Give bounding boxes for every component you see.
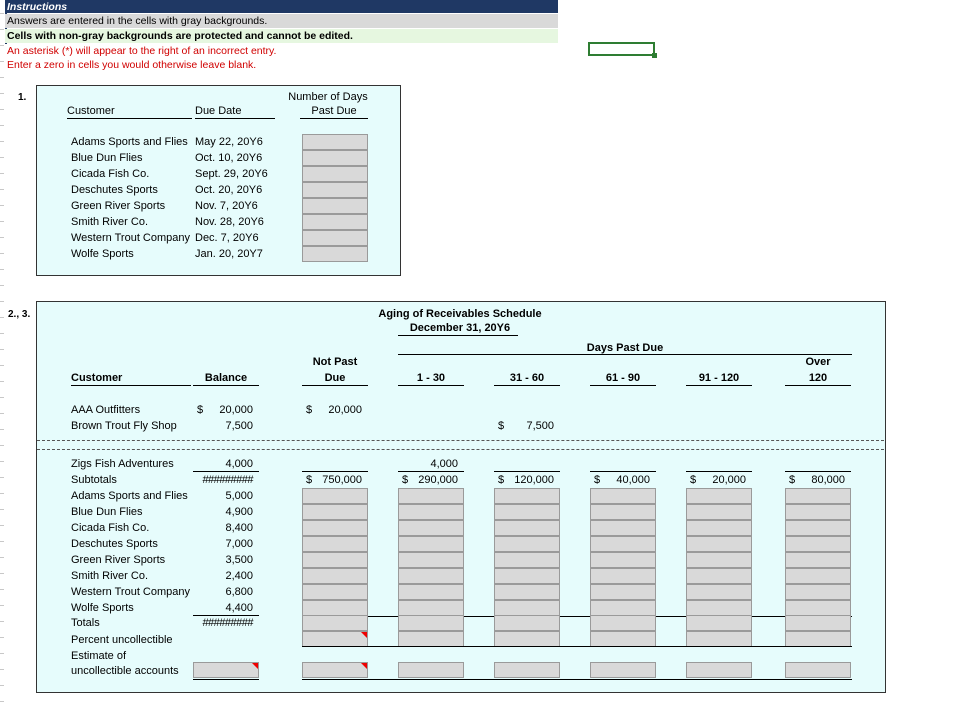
aging-c61_90-input[interactable]: [590, 600, 656, 616]
subtotal-c61_90: 40,000: [616, 474, 650, 486]
percent-not_past-input[interactable]: [302, 631, 368, 647]
aging-c31_60-input[interactable]: [494, 552, 560, 568]
aging-not_past-input[interactable]: [302, 584, 368, 600]
part1-due-date: May 22, 20Y6: [195, 136, 263, 148]
aging-balance: 5,000: [225, 490, 253, 502]
days-past-due-header: Days Past Due: [586, 342, 664, 354]
percent-c61_90-input[interactable]: [590, 631, 656, 647]
incorrect-entry-marker: [361, 663, 367, 669]
aging-not_past-input[interactable]: [302, 504, 368, 520]
aging-customer: Blue Dun Flies: [71, 506, 143, 518]
aging-c31_60-header: 31 - 60: [494, 372, 560, 386]
aging-title: Aging of Receivables Schedule: [378, 308, 542, 320]
instruction-line-1: Answers are entered in the cells with gray backgrounds.: [5, 14, 558, 28]
aging-not_past-input[interactable]: [302, 568, 368, 584]
estimate-label-2: uncollectible accounts: [71, 665, 179, 677]
subtotals-balance: #########: [202, 474, 253, 486]
aging-c61_90-input[interactable]: [590, 504, 656, 520]
aging-c31_60-input[interactable]: [494, 520, 560, 536]
aging-c31_60-value-dollar: $: [498, 420, 505, 432]
totals-c91_120-input[interactable]: [686, 615, 752, 631]
aging-over_120-input[interactable]: [785, 488, 851, 504]
totals-c61_90-input[interactable]: [590, 615, 656, 631]
aging-c31_60-input[interactable]: [494, 536, 560, 552]
aging-not_past-input[interactable]: [302, 520, 368, 536]
aging-balance: 2,400: [225, 570, 253, 582]
part1-customer: Deschutes Sports: [71, 184, 158, 196]
zigs-col-underline: [302, 471, 368, 472]
part1-customer: Blue Dun Flies: [71, 152, 143, 164]
aging-customer: Wolfe Sports: [71, 602, 134, 614]
subtitle-underline: [398, 335, 518, 336]
aging-balance: 20,000: [219, 404, 253, 416]
not-past-header-1: Not Past: [312, 356, 358, 368]
aging-c91_120-input[interactable]: [686, 584, 752, 600]
estimate-c1_30-input[interactable]: [398, 662, 464, 678]
subtotals-label: Subtotals: [71, 474, 117, 486]
selected-cell[interactable]: [588, 42, 655, 56]
instruction-line-3: An asterisk (*) will appear to the right of an incorrect entry.: [5, 44, 558, 58]
aging-c61_90-input[interactable]: [590, 584, 656, 600]
aging-customer: Smith River Co.: [71, 570, 149, 582]
part1-customer: Western Trout Company: [71, 232, 191, 244]
aging-not_past-value-dollar: $: [306, 404, 313, 416]
aging-balance: 8,400: [225, 522, 253, 534]
aging-not_past-input[interactable]: [302, 536, 368, 552]
aging-over_120-input[interactable]: [785, 584, 851, 600]
aging-c61_90-input[interactable]: [590, 536, 656, 552]
subtotal-not_past: 750,000: [322, 474, 362, 486]
aging-c1_30-input[interactable]: [398, 488, 464, 504]
subtotal-c61_90-dollar: $: [594, 474, 601, 486]
aging-over_120-header: 120: [785, 372, 851, 386]
aging-not_past-input[interactable]: [302, 552, 368, 568]
aging-balance: 7,000: [225, 538, 253, 550]
aging-c1_30-input[interactable]: [398, 504, 464, 520]
aging-balance: 3,500: [225, 554, 253, 566]
subtotal-over_120-dollar: $: [789, 474, 796, 486]
aging-c31_60-value: 7,500: [526, 420, 554, 432]
subtotal-over_120: 80,000: [811, 474, 845, 486]
part1-customer: Cicada Fish Co.: [71, 168, 150, 180]
subtotal-not_past-dollar: $: [306, 474, 313, 486]
part1-due-date: Sept. 29, 20Y6: [195, 168, 268, 180]
part1-due-date: Nov. 28, 20Y6: [195, 216, 264, 228]
aging-customer: Brown Trout Fly Shop: [71, 420, 177, 432]
part1-due-date: Oct. 10, 20Y6: [195, 152, 263, 164]
aging-balance: 6,800: [225, 586, 253, 598]
estimate-balance-rule: [193, 679, 259, 680]
aging-balance: 4,900: [225, 506, 253, 518]
aging-c91_120-input[interactable]: [686, 504, 752, 520]
percent-uncollectible-label: Percent uncollectible: [71, 634, 173, 646]
part1-due-date: Nov. 7, 20Y6: [195, 200, 258, 212]
estimate-c61_90-input[interactable]: [590, 662, 656, 678]
estimate-rule: [302, 679, 852, 680]
part1-customer: Adams Sports and Flies: [71, 136, 188, 148]
aging-customer: Zigs Fish Adventures: [71, 458, 174, 470]
estimate-c31_60-input[interactable]: [494, 662, 560, 678]
aging-customer: Deschutes Sports: [71, 538, 158, 550]
instructions-title: Instructions: [5, 0, 558, 13]
percent-c91_120-input[interactable]: [686, 631, 752, 647]
estimate-balance-input[interactable]: [193, 662, 259, 678]
aging-c91_120-input[interactable]: [686, 536, 752, 552]
percent-over_120-input[interactable]: [785, 631, 851, 647]
aging-c1_30-input[interactable]: [398, 568, 464, 584]
days-past-due-input[interactable]: [302, 214, 368, 230]
aging-balance: 4,000: [225, 458, 253, 470]
aging-balance-header: Balance: [193, 372, 259, 386]
subtotal-c91_120: 20,000: [712, 474, 746, 486]
aging-customer: AAA Outfitters: [71, 404, 141, 416]
zigs-col-underline: [494, 471, 560, 472]
over-header-1: Over: [805, 356, 831, 368]
balance-total-rule: [193, 615, 259, 616]
aging-c61_90-header: 61 - 90: [590, 372, 656, 386]
totals-c1_30-input[interactable]: [398, 615, 464, 631]
aging-c31_60-input[interactable]: [494, 504, 560, 520]
zigs-balance-underline: [193, 471, 259, 472]
aging-over_120-input[interactable]: [785, 568, 851, 584]
aging-c91_120-header: 91 - 120: [686, 372, 752, 386]
days-past-due-input[interactable]: [302, 134, 368, 150]
part1-due-date-header: Due Date: [195, 105, 275, 119]
aging-c31_60-input[interactable]: [494, 488, 560, 504]
totals-over_120-input[interactable]: [785, 615, 851, 631]
part1-label: 1.: [18, 92, 27, 103]
aging-c61_90-input[interactable]: [590, 520, 656, 536]
aging-c31_60-input[interactable]: [494, 584, 560, 600]
totals-label: Totals: [71, 617, 100, 629]
aging-not_past-header: Due: [302, 372, 368, 386]
days-past-due-input[interactable]: [302, 230, 368, 246]
totals-c31_60-input[interactable]: [494, 615, 560, 631]
aging-customer: Green River Sports: [71, 554, 166, 566]
part1-customer: Smith River Co.: [71, 216, 149, 228]
aging-over_120-input[interactable]: [785, 520, 851, 536]
incorrect-entry-marker: [361, 632, 367, 638]
days-past-due-rule: [398, 354, 852, 355]
aging-c91_120-input[interactable]: [686, 600, 752, 616]
estimate-label-1: Estimate of: [71, 650, 127, 662]
subtotal-c31_60-dollar: $: [498, 474, 505, 486]
estimate-c91_120-input[interactable]: [686, 662, 752, 678]
aging-c31_60-input[interactable]: [494, 600, 560, 616]
aging-c91_120-input[interactable]: [686, 568, 752, 584]
aging-not_past-input[interactable]: [302, 488, 368, 504]
aging-c61_90-input[interactable]: [590, 552, 656, 568]
zigs-col-underline: [785, 471, 851, 472]
percent-c1_30-input[interactable]: [398, 631, 464, 647]
part1-due-date: Dec. 7, 20Y6: [195, 232, 259, 244]
totals-not_past-input[interactable]: [302, 615, 368, 631]
aging-c91_120-input[interactable]: [686, 488, 752, 504]
aging-balance: 7,500: [225, 420, 253, 432]
aging-customer: Adams Sports and Flies: [71, 490, 188, 502]
percent-rule: [302, 646, 852, 647]
aging-c1_30-header: 1 - 30: [398, 372, 464, 386]
aging-c61_90-input[interactable]: [590, 568, 656, 584]
part1-customer: Green River Sports: [71, 200, 166, 212]
totals-rule: [302, 616, 852, 617]
aging-c61_90-input[interactable]: [590, 488, 656, 504]
aging-over_120-input[interactable]: [785, 504, 851, 520]
subtotal-c91_120-dollar: $: [690, 474, 697, 486]
aging-c1_30-input[interactable]: [398, 552, 464, 568]
aging-c1_30-input[interactable]: [398, 536, 464, 552]
aging-not_past-value: 20,000: [328, 404, 362, 416]
estimate-not_past-input[interactable]: [302, 662, 368, 678]
aging-subtitle: December 31, 20Y6: [409, 322, 511, 334]
aging-balance: 4,400: [225, 602, 253, 614]
aging-customer-header: Customer: [71, 372, 191, 386]
aging-c1_30-input[interactable]: [398, 520, 464, 536]
aging-c1_30-input[interactable]: [398, 600, 464, 616]
row-break-bottom: [37, 449, 884, 450]
part1-customer: Wolfe Sports: [71, 248, 134, 260]
aging-c1_30-value: 4,000: [430, 458, 458, 470]
aging-c31_60-input[interactable]: [494, 568, 560, 584]
aging-balance-dollar: $: [197, 404, 204, 416]
part1-customer-header: Customer: [67, 105, 192, 119]
aging-c91_120-input[interactable]: [686, 552, 752, 568]
aging-customer: Western Trout Company: [71, 586, 191, 598]
aging-not_past-input[interactable]: [302, 600, 368, 616]
zigs-col-underline: [398, 471, 464, 472]
instruction-line-4: Enter a zero in cells you would otherwise leave blank.: [5, 58, 558, 72]
instruction-line-2: Cells with non-gray backgrounds are protected and cannot be edited.: [5, 29, 558, 43]
days-past-due-input[interactable]: [302, 182, 368, 198]
aging-customer: Cicada Fish Co.: [71, 522, 150, 534]
part1-due-date: Jan. 20, 20Y7: [195, 248, 263, 260]
aging-over_120-input[interactable]: [785, 536, 851, 552]
aging-over_120-input[interactable]: [785, 552, 851, 568]
aging-over_120-input[interactable]: [785, 600, 851, 616]
aging-c1_30-input[interactable]: [398, 584, 464, 600]
row-gridlines: [0, 0, 4, 707]
row-break-top: [37, 440, 884, 441]
aging-c91_120-input[interactable]: [686, 520, 752, 536]
estimate-over_120-input[interactable]: [785, 662, 851, 678]
zigs-col-underline: [686, 471, 752, 472]
subtotal-c1_30: 290,000: [418, 474, 458, 486]
percent-c31_60-input[interactable]: [494, 631, 560, 647]
totals-balance: #########: [202, 617, 253, 629]
part2-label: 2., 3.: [8, 309, 31, 320]
subtotal-c1_30-dollar: $: [402, 474, 409, 486]
days-past-due-input[interactable]: [302, 246, 368, 262]
part1-days-header-2: Past Due: [300, 105, 368, 119]
days-past-due-input[interactable]: [302, 166, 368, 182]
incorrect-entry-marker: [252, 663, 258, 669]
zigs-col-underline: [590, 471, 656, 472]
subtotal-c31_60: 120,000: [514, 474, 554, 486]
part1-days-header-1: Number of Days: [288, 91, 368, 103]
days-past-due-input[interactable]: [302, 198, 368, 214]
part1-due-date: Oct. 20, 20Y6: [195, 184, 263, 196]
days-past-due-input[interactable]: [302, 150, 368, 166]
fill-handle[interactable]: [652, 53, 657, 58]
